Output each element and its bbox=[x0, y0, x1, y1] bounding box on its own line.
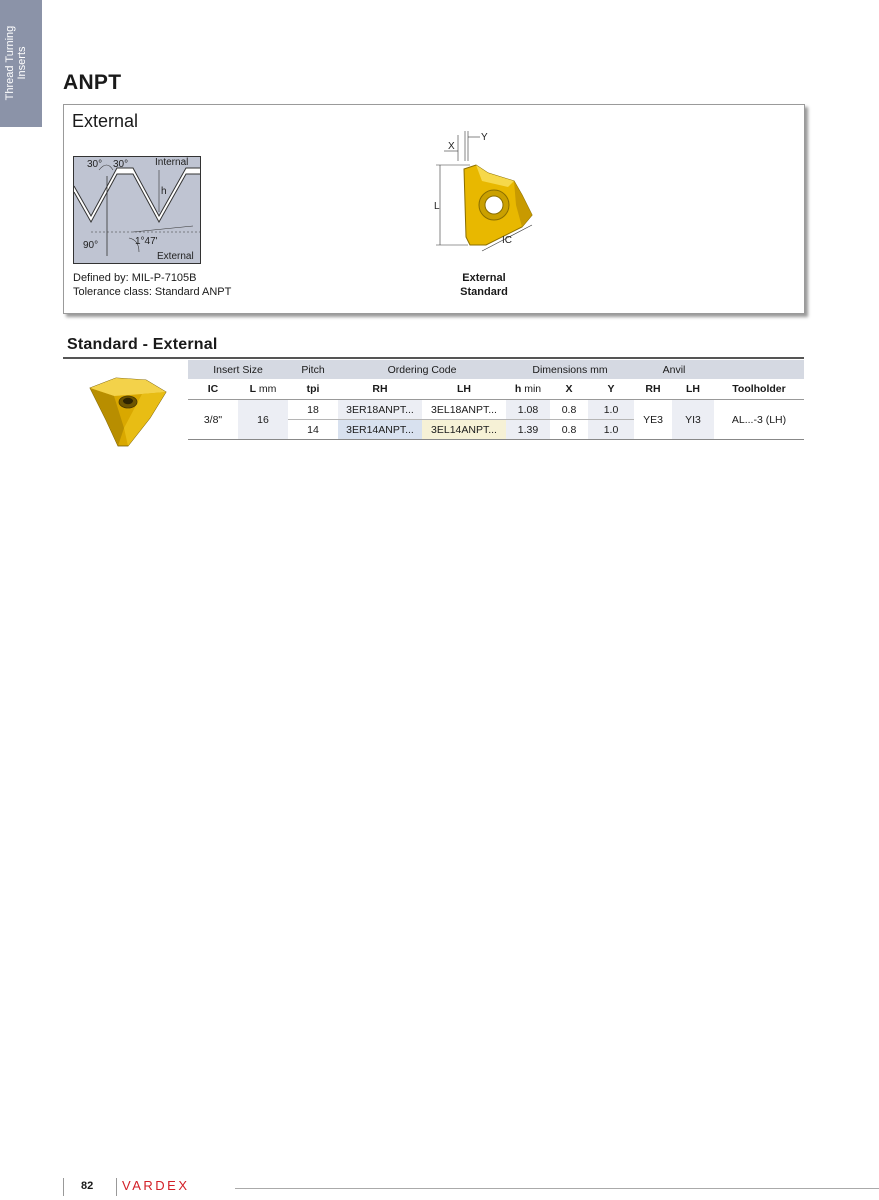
table-column-header bbox=[188, 379, 804, 400]
table-group-header bbox=[188, 360, 804, 379]
group-ordering-code: Ordering Code bbox=[338, 360, 506, 379]
footer-rule bbox=[235, 1188, 879, 1189]
section-title: Standard - External bbox=[67, 336, 218, 353]
col-ic: IC bbox=[188, 379, 238, 400]
internal-label: Internal bbox=[155, 157, 189, 168]
x-dim-label: X bbox=[448, 141, 455, 152]
external-label: External bbox=[157, 251, 194, 262]
col-anvil-rh: RH bbox=[634, 379, 672, 400]
cell-x: 0.8 bbox=[550, 400, 588, 420]
cell-rh-code: 3ER18ANPT... bbox=[338, 400, 422, 420]
col-lh: LH bbox=[422, 379, 506, 400]
group-anvil: Anvil bbox=[634, 360, 714, 379]
col-rh: RH bbox=[338, 379, 422, 400]
angle-left-label: 30° bbox=[87, 159, 103, 170]
group-dimensions: Dimensions mm bbox=[506, 360, 634, 379]
cell-toolholder: AL...-3 (LH) bbox=[714, 400, 804, 440]
table-row bbox=[188, 400, 804, 420]
cell-y: 1.0 bbox=[588, 420, 634, 440]
side-tab-label: Thread Turning Inserts bbox=[4, 25, 28, 101]
defined-by-text: Defined by: MIL-P-7105B bbox=[73, 272, 197, 284]
insert-photo bbox=[84, 372, 174, 450]
col-tpi: tpi bbox=[288, 379, 338, 400]
angle-90-label: 90° bbox=[83, 240, 99, 251]
insert-dimension-drawing bbox=[430, 121, 560, 261]
col-h-min: h min bbox=[506, 379, 550, 400]
angle-right-label: 30° bbox=[113, 159, 129, 170]
cell-rh-code: 3ER14ANPT... bbox=[338, 420, 422, 440]
cell-lh-code: 3EL18ANPT... bbox=[422, 400, 506, 420]
group-pitch: Pitch bbox=[288, 360, 338, 379]
insert-caption: External Standard bbox=[460, 272, 508, 298]
h-label: h bbox=[161, 186, 167, 197]
taper-angle-label: 1°47' bbox=[135, 236, 158, 247]
spec-table bbox=[188, 360, 804, 440]
brand-logo: VARDEX bbox=[122, 1178, 190, 1193]
thread-profile-diagram bbox=[73, 156, 201, 264]
cell-ic: 3/8" bbox=[188, 400, 238, 440]
thread-profile-box bbox=[63, 104, 805, 314]
group-insert-size: Insert Size bbox=[188, 360, 288, 379]
cell-y: 1.0 bbox=[588, 400, 634, 420]
tolerance-text: Tolerance class: Standard ANPT bbox=[73, 286, 232, 298]
cell-lh-code: 3EL14ANPT... bbox=[422, 420, 506, 440]
cell-anvil-lh: YI3 bbox=[672, 400, 714, 440]
cell-tpi: 14 bbox=[288, 420, 338, 440]
col-y: Y bbox=[588, 379, 634, 400]
footer-divider-right bbox=[116, 1178, 117, 1196]
col-l: L mm bbox=[238, 379, 288, 400]
group-empty bbox=[714, 360, 804, 379]
col-anvil-lh: LH bbox=[672, 379, 714, 400]
cell-x: 0.8 bbox=[550, 420, 588, 440]
col-toolholder: Toolholder bbox=[714, 379, 804, 400]
cell-l: 16 bbox=[238, 400, 288, 440]
footer-divider-left bbox=[63, 1178, 64, 1196]
section-divider bbox=[63, 357, 804, 359]
col-x: X bbox=[550, 379, 588, 400]
side-section-tab bbox=[0, 0, 42, 127]
ic-dim-label: IC bbox=[502, 235, 512, 246]
cell-h-min: 1.08 bbox=[506, 400, 550, 420]
box-title: External bbox=[72, 111, 139, 131]
y-dim-label: Y bbox=[481, 132, 488, 143]
l-dim-label: L bbox=[434, 201, 440, 212]
cell-tpi: 18 bbox=[288, 400, 338, 420]
page-number: 82 bbox=[81, 1180, 94, 1192]
page-title: ANPT bbox=[63, 71, 122, 94]
cell-h-min: 1.39 bbox=[506, 420, 550, 440]
standard-definition bbox=[73, 271, 231, 299]
cell-anvil-rh: YE3 bbox=[634, 400, 672, 440]
